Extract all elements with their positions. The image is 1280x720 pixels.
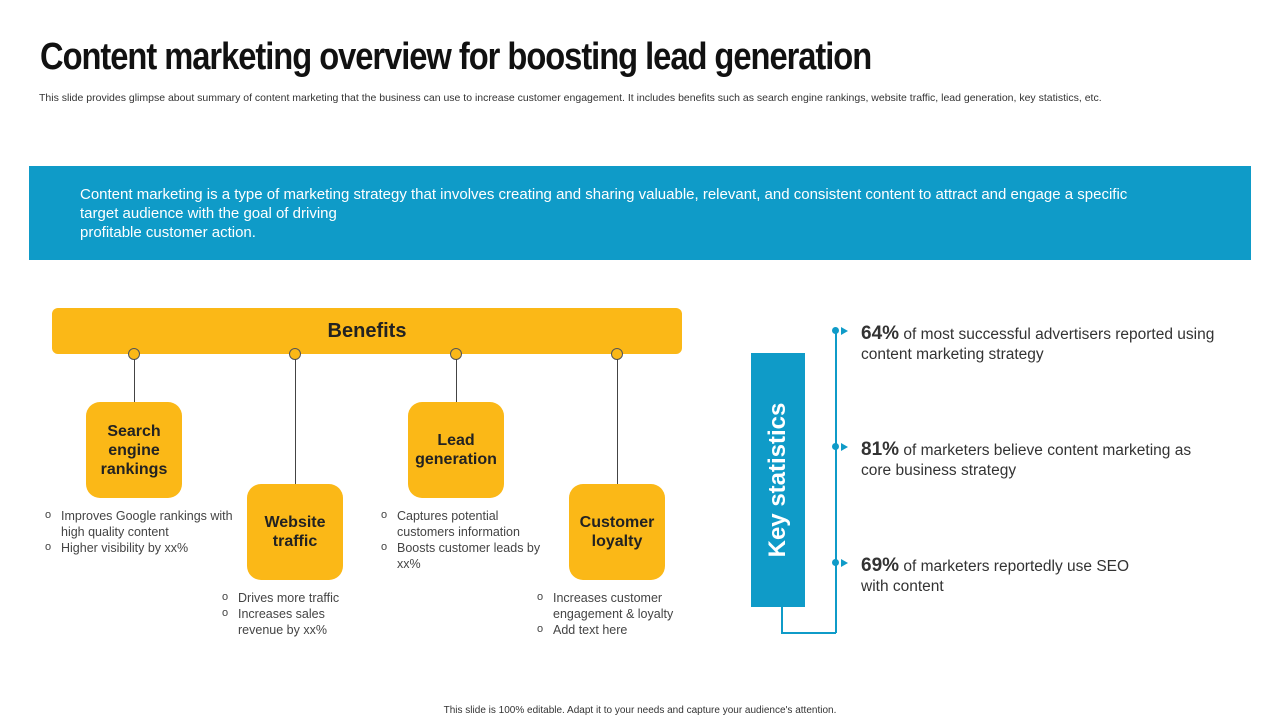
stat-dot xyxy=(832,559,839,566)
stat-description: of marketers reportedly use SEO with content xyxy=(861,558,1130,595)
customer-loyalty-bullets xyxy=(535,590,700,638)
stat-description: of most successful advertisers reported using content marketing strategy xyxy=(861,326,1215,363)
connector-line xyxy=(134,359,135,402)
stat-item xyxy=(861,556,1151,597)
stat-connector-line xyxy=(835,330,837,633)
stat-percent: 81% xyxy=(861,439,900,460)
stat-connector-line xyxy=(781,607,783,633)
list-item: o Increases sales revenue by xx% xyxy=(220,606,370,638)
list-item: o Increases customer engagement & loyalty xyxy=(535,590,700,622)
stat-item xyxy=(861,324,1221,365)
stat-description: of marketers believe content marketing as core business strategy xyxy=(861,442,1192,479)
definition-text xyxy=(80,185,1210,242)
benefit-customer-loyalty: Customer loyalty xyxy=(569,484,665,580)
benefits-header: Benefits xyxy=(52,308,682,354)
benefit-website-traffic: Website traffic xyxy=(247,484,343,580)
stat-percent: 69% xyxy=(861,555,900,576)
page-title: Content marketing overview for boosting lead generation xyxy=(40,36,872,78)
search-engine-bullets xyxy=(43,508,233,556)
footer-note: This slide is 100% editable. Adapt it to your needs and capture your audience's attention. xyxy=(443,705,837,716)
stat-dot xyxy=(832,443,839,450)
website-traffic-bullets xyxy=(220,590,370,638)
connector-line xyxy=(456,359,457,402)
arrow-right-icon xyxy=(841,327,848,335)
benefit-search-engine-rankings: Search engine rankings xyxy=(86,402,182,498)
definition-line-2: target audience with the goal of driving xyxy=(80,205,337,222)
arrow-right-icon xyxy=(841,443,848,451)
stat-dot xyxy=(832,327,839,334)
list-item: o Higher visibility by xx% xyxy=(43,540,233,556)
lead-generation-bullets xyxy=(379,508,549,572)
list-item: o Boosts customer leads by xx% xyxy=(379,540,549,572)
key-statistics-label: Key statistics xyxy=(764,402,791,558)
list-item: o Drives more traffic xyxy=(220,590,370,606)
connector-line xyxy=(617,359,618,484)
stat-percent: 64% xyxy=(861,323,900,344)
connector-line xyxy=(295,359,296,484)
list-item: o Captures potential customers information xyxy=(379,508,549,540)
definition-line-1: Content marketing is a type of marketing strategy that involves creating and sharing valuable, relevant, and consistent content to attract and engage a specific xyxy=(80,186,1128,203)
stat-item xyxy=(861,440,1221,481)
definition-line-3: profitable customer action. xyxy=(80,224,256,241)
list-item: o Add text here xyxy=(535,622,700,638)
list-item: o Improves Google rankings with high quality content xyxy=(43,508,233,540)
stat-connector-line xyxy=(781,632,836,634)
benefit-lead-generation: Lead generation xyxy=(408,402,504,498)
page-subtitle: This slide provides glimpse about summary of content marketing that the business can use to increase customer engagement. It includes benefits such as search engine rankings, website traffic, lead generation, key statistics, etc. xyxy=(39,92,1102,104)
arrow-right-icon xyxy=(841,559,848,567)
